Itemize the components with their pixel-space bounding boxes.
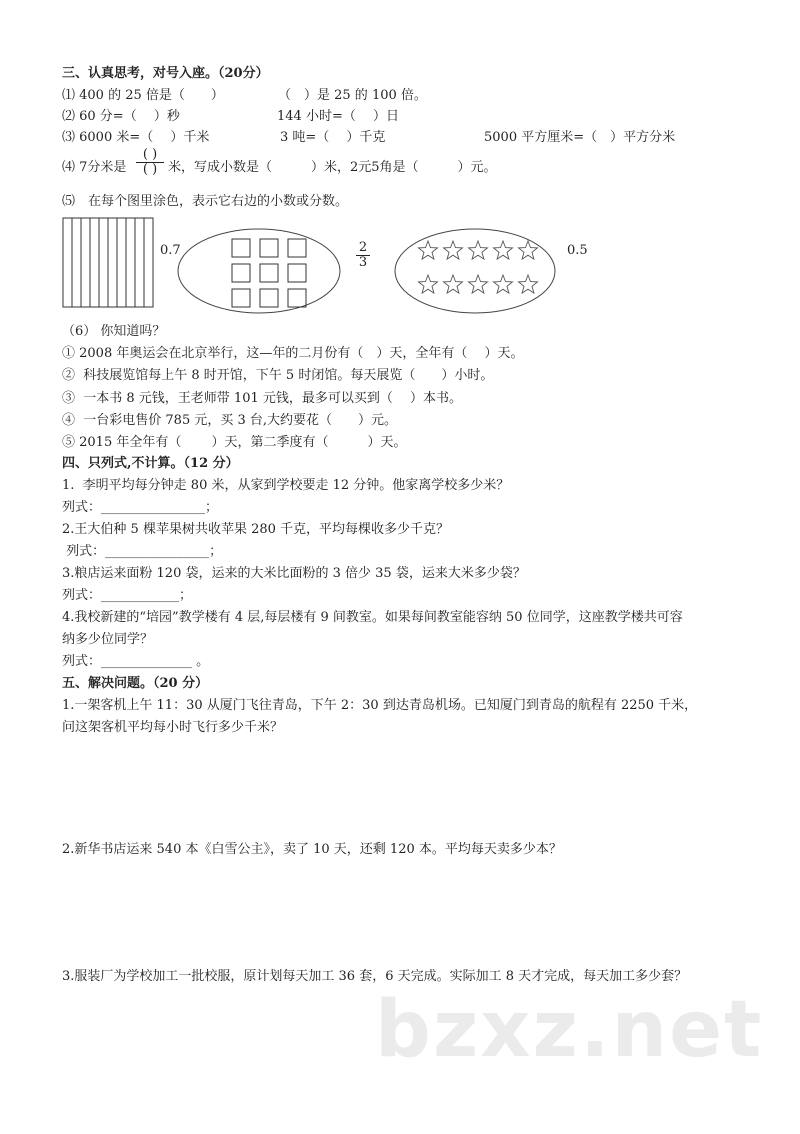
q6-item: ③ 一本书 8 元钱，王老师带 101 元钱，最多可以买到（ ）本书。 — [62, 391, 463, 406]
star-shape — [494, 275, 513, 293]
square-shape — [260, 264, 278, 282]
square-shape — [288, 264, 306, 282]
q6-item: ⑤ 2015 年全年有（ ）天，第二季度有（ ）天。 — [62, 435, 407, 450]
star-shape — [419, 275, 438, 293]
square-shape — [232, 289, 250, 307]
section-3-title: 三、认真思考，对号入座。（20分） — [62, 66, 269, 81]
q4b: 米，写成小数是（ ）米，2元5角是（ ）元。 — [168, 160, 497, 175]
s4-line: 列式：________________； — [62, 500, 219, 515]
star-shape — [519, 241, 538, 259]
star-shape — [444, 241, 463, 259]
star-shape — [469, 275, 488, 293]
s4-line: 1. 李明平均每分钟走 80 米，从家到学校要走 12 分钟。他家离学校多少米？ — [62, 478, 510, 493]
striped-rectangle-figure — [63, 218, 153, 307]
s4-line: 2.王大伯种 5 棵苹果树共收苹果 280 千克，平均每棵收多少千克？ — [62, 522, 450, 537]
star-shape — [519, 275, 538, 293]
q3c: 5000 平方厘米=（ ）平方分米 — [484, 130, 676, 145]
q4-fraction — [136, 148, 164, 177]
s4-line: 4.我校新建的“培园”教学楼有 4 层,每层楼有 9 间教室。如果每间教室能容纳 50 位同学，这座教学楼共可容 — [62, 610, 683, 625]
s4-line: 列式：________________； — [62, 544, 223, 559]
q3a: ⑶ 6000 米=（ ）千米 — [62, 130, 210, 145]
q4-denominator: ( ) — [142, 162, 158, 177]
q6-item: ④ 一台彩电售价 785 元，买 3 台,大约要花（ ）元。 — [62, 413, 398, 428]
s4-line: 列式：______________ 。 — [62, 654, 210, 669]
q3b: 3 吨=（ ）千克 — [280, 130, 386, 145]
problem-1-line-1: 1.一架客机上午 11：30 从厦门飞往青岛，下午 2：30 到达青岛机场。已知厦门到青岛的航程有 2250 千米， — [62, 698, 698, 713]
label-0-7: 0.7 — [160, 243, 181, 258]
q5: ⑸ 在每个图里涂色，表示它右边的小数或分数。 — [62, 194, 349, 209]
star-shape — [444, 275, 463, 293]
problem-1-line-2: 问这架客机平均每小时飞行多少千米？ — [62, 720, 284, 735]
star-shape — [469, 241, 488, 259]
square-shape — [260, 289, 278, 307]
q4-numerator: ( ) — [136, 148, 164, 163]
problem-2: 2.新华书店运来 540 本《白雪公主》，卖了 10 天，还剩 120 本。平均每天卖多少本？ — [62, 842, 562, 857]
s4-line: 3.粮店运来面粉 120 袋，运来的大米比面粉的 3 倍少 35 袋，运来大米多少袋？ — [62, 566, 526, 581]
coloring-figures — [0, 210, 800, 320]
problem-3: 3.服装厂为学校加工一批校服，原计划每天加工 36 套，6 天完成。实际加工 8 天才完成，每天加工多少套？ — [62, 969, 688, 984]
s4-line: 列式：____________； — [62, 588, 193, 603]
ellipse-squares — [178, 229, 340, 313]
square-shape — [232, 264, 250, 282]
square-shape — [288, 239, 306, 257]
star-shape — [494, 241, 513, 259]
square-shape — [260, 239, 278, 257]
fraction-denominator: 3 — [358, 255, 368, 270]
label-0-5: 0.5 — [567, 243, 588, 258]
q1a: ⑴ 400 的 25 倍是（ ） — [62, 88, 224, 103]
q6: （6） 你知道吗？ — [62, 324, 166, 339]
square-shape — [288, 289, 306, 307]
q4a: ⑷ 7分米是 — [62, 160, 127, 175]
watermark: bzxz.net — [375, 985, 764, 1075]
q6-item: ① 2008 年奥运会在北京举行，这—年的二月份有（ ）天，全年有（ ）天。 — [62, 346, 524, 361]
s4-line: 纳多少位同学？ — [62, 632, 154, 647]
q2a: ⑵ 60 分=（ ）秒 — [62, 109, 180, 124]
label-two-thirds — [356, 241, 370, 270]
q6-item: ② 科技展览馆每上午 8 时开馆，下午 5 时闭馆。每天展览（ ）小时。 — [62, 368, 494, 383]
fraction-numerator: 2 — [356, 241, 370, 256]
square-shape — [232, 239, 250, 257]
q1b: （ ）是 25 的 100 倍。 — [278, 88, 427, 103]
section-5-title: 五、解决问题。（20 分） — [62, 676, 209, 691]
q2b: 144 小时=（ ）日 — [277, 109, 399, 124]
section-4-title: 四、只列式,不计算。（12 分） — [62, 456, 239, 471]
ellipse-stars — [395, 229, 555, 313]
star-shape — [419, 241, 438, 259]
